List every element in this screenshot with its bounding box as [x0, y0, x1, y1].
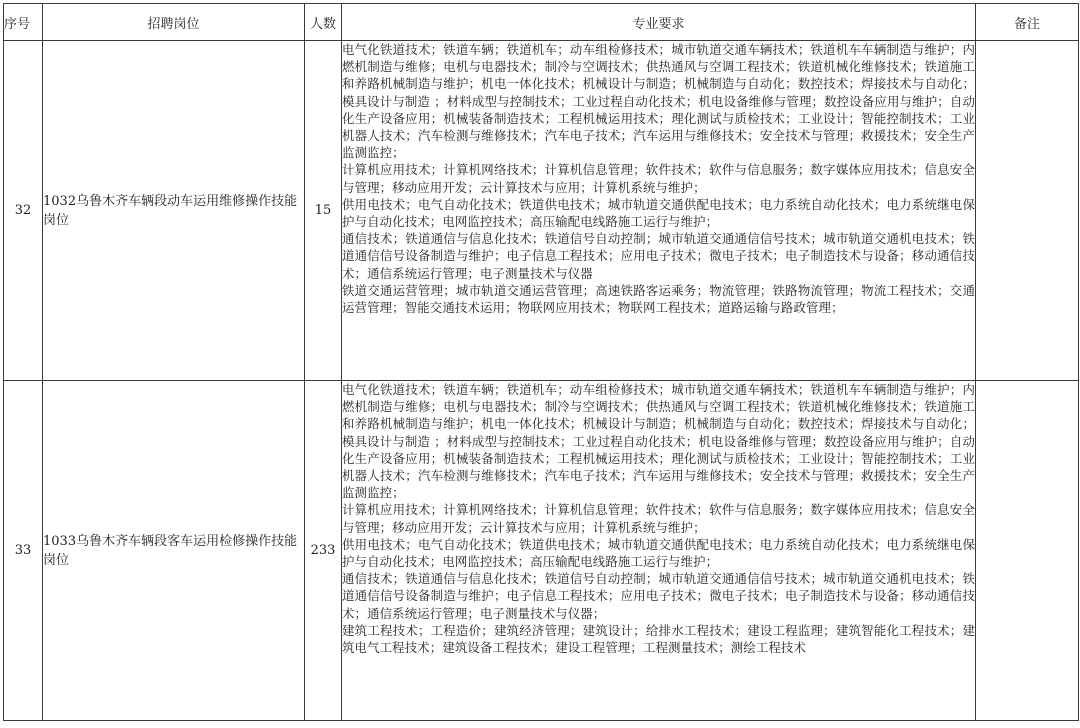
requirement-group: 通信技术；铁道通信与信息化技术；铁道信号自动控制；城市轨道交通通信信号技术；城市轨道交通机电技术；铁道通信信号设备制造与维护；电子信息工程技术；应用电子技术；微电子技术；电子制造技术与设备；移动通信技术；通信系统运行管理；电子测量技术与仪器；: [342, 571, 975, 621]
header-note: 备注: [976, 4, 1079, 41]
row-count: 15: [305, 41, 342, 381]
requirement-group: 计算机应用技术；计算机网络技术；计算机信息管理；软件技术；软件与信息服务；数字媒体应用技术；信息安全与管理；移动应用开发；云计算技术与应用；计算机系统与维护；: [342, 162, 975, 195]
requirement-group: 供用电技术；电气自动化技术；铁道供电技术；城市轨道交通供配电技术；电力系统自动化技术；电力系统继电保护与自动化技术；电网监控技术；高压输配电线路施工运行与维护；: [342, 196, 975, 230]
requirement-group: 通信技术；铁道通信与信息化技术；铁道信号自动控制；城市轨道交通通信信号技术；城市轨道交通机电技术；铁道通信信号设备制造与维护；电子信息工程技术；应用电子技术；微电子技术；电子制造技术与设备；移动通信技术；通信系统运行管理；电子测量技术与仪器: [342, 231, 975, 281]
row-requirements: [342, 381, 976, 721]
row-position: 1033乌鲁木齐车辆段客车运用检修操作技能岗位: [43, 381, 305, 721]
table-row: [4, 381, 1079, 721]
row-no: 32: [4, 41, 43, 381]
requirement-group: 电气化铁道技术；铁道车辆；铁道机车；动车组检修技术；城市轨道交通车辆技术；铁道机车车辆制造与维护；内燃机制造与维修；电机与电器技术；制冷与空调技术；供热通风与空调工程技术；铁道机械化维修技术；铁道施工和养路机械制造与维护；机电一体化技术；机械设计与制造；机械制造与自动化；数控技术；焊接技术与自动化；模具设计与制造 ；材料成型与控制技术；工业过程自动化技术；机电设备维修与管理；数控设备应用与维护；自动化生产设备应用；机械装备制造技术；工程机械运用技术；理化测试与质检技术；工业设计；智能控制技术；工业机器人技术；汽车检测与维修技术；汽车电子技术；汽车运用与维修技术；安全技术与管理；救援技术；安全生产监测监控；: [342, 42, 975, 161]
requirement-group: 供用电技术；电气自动化技术；铁道供电技术；城市轨道交通供配电技术；电力系统自动化技术；电力系统继电保护与自动化技术；电网监控技术；高压输配电线路施工运行与维护；: [342, 536, 975, 570]
header-count: 人数: [305, 4, 342, 41]
recruitment-table: [3, 3, 1079, 721]
requirement-group: 计算机应用技术；计算机网络技术；计算机信息管理；软件技术；软件与信息服务；数字媒体应用技术；信息安全与管理；移动应用开发；云计算技术与应用；计算机系统与维护；: [342, 502, 975, 535]
requirement-group: 电气化铁道技术；铁道车辆；铁道机车；动车组检修技术；城市轨道交通车辆技术；铁道机车车辆制造与维护；内燃机制造与维修；电机与电器技术；制冷与空调技术；供热通风与空调工程技术；铁道机械化维修技术；铁道施工和养路机械制造与维护；机电一体化技术；机械设计与制造；机械制造与自动化；数控技术；焊接技术与自动化；模具设计与制造 ；材料成型与控制技术；工业过程自动化技术；机电设备维修与管理；数控设备应用与维护；自动化生产设备应用；机械装备制造技术；工程机械运用技术；理化测试与质检技术；工业设计；智能控制技术；工业机器人技术；汽车检测与维修技术；汽车电子技术；汽车运用与维修技术；安全技术与管理；救援技术；安全生产监测监控；: [342, 382, 975, 501]
row-requirements: [342, 41, 976, 381]
header-row: [4, 4, 1079, 41]
requirement-group: 建筑工程技术；工程造价；建筑经济管理；建筑设计；给排水工程技术；建设工程监理；建筑智能化工程技术；建筑电气工程技术；建筑设备工程技术；建设工程管理；工程测量技术；测绘工程技术: [342, 622, 975, 656]
table-row: [4, 41, 1079, 381]
row-count: 233: [305, 381, 342, 721]
row-position: 1032乌鲁木齐车辆段动车运用维修操作技能岗位: [43, 41, 305, 381]
row-no: 33: [4, 381, 43, 721]
header-position: 招聘岗位: [43, 4, 305, 41]
header-no: 序号: [4, 4, 43, 41]
row-note: [976, 41, 1079, 381]
row-note: [976, 381, 1079, 721]
requirement-group: 铁道交通运营管理；城市轨道交通运营管理；高速铁路客运乘务；物流管理；铁路物流管理；物流工程技术；交通运营管理；智能交通技术运用；物联网应用技术；物联网工程技术；道路运输与路政管理；: [342, 282, 975, 316]
header-requirements: 专业要求: [342, 4, 976, 41]
